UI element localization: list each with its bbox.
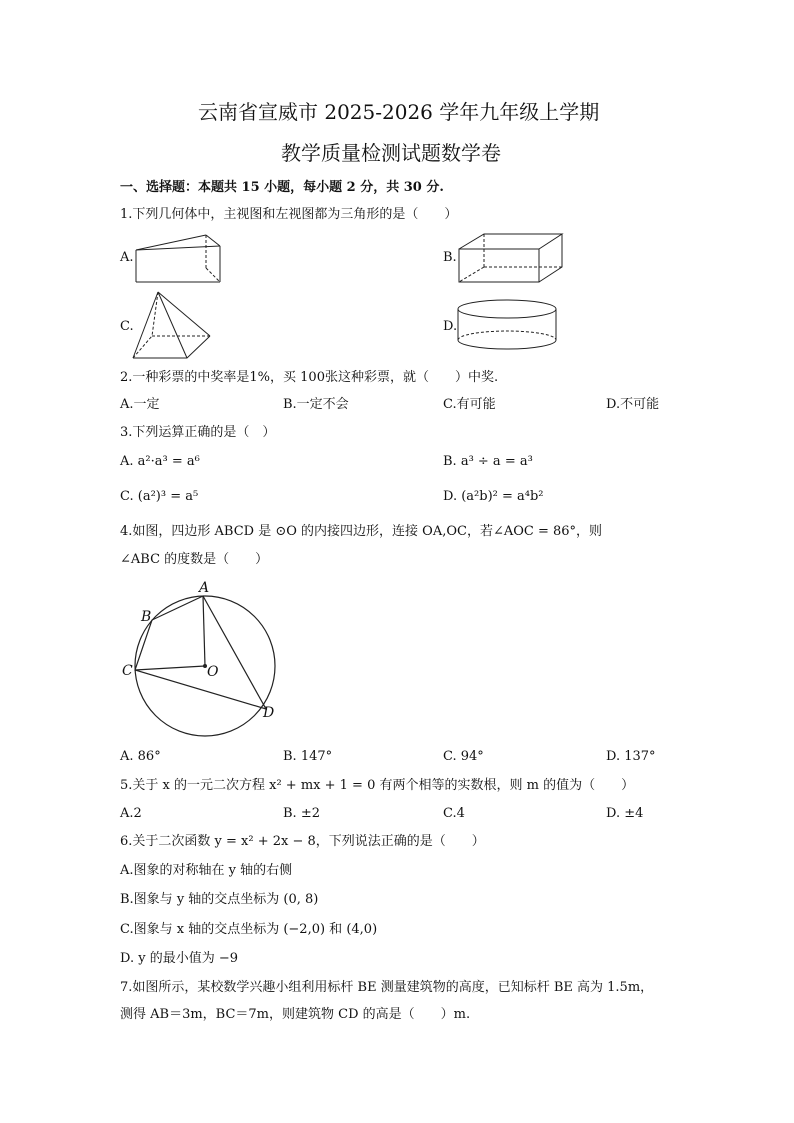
q1-figure-c-pyramid — [130, 290, 215, 362]
label-b: B — [141, 609, 152, 625]
q7-stem-line2: 测得 AB＝3m，BC＝7m，则建筑物 CD 的高是（ ）m. — [120, 1007, 471, 1022]
exam-title-line2: 教学质量检测试题数学卷 — [281, 141, 501, 165]
q4-option-c: C. 94° — [443, 749, 484, 764]
q6-option-c: C.图象与 x 轴的交点坐标为 (−2,0) 和 (4,0) — [120, 922, 378, 937]
q5-stem: 5.关于 x 的一元二次方程 x² + mx + 1 = 0 有两个相等的实数根，则 m 的值为（ ） — [120, 778, 635, 793]
section-header: 一、选择题：本题共 15 小题，每小题 2 分，共 30 分. — [120, 180, 444, 195]
label-o: O — [207, 664, 219, 680]
label-d: D — [263, 705, 275, 721]
segment-oc — [135, 666, 205, 670]
q2-option-c: C.有可能 — [443, 397, 496, 412]
q4-circle-figure — [115, 578, 295, 743]
q5-option-b: B. ±2 — [283, 806, 320, 821]
label-a: A — [199, 580, 210, 596]
q2-option-d: D.不可能 — [606, 397, 660, 412]
segment-oa — [203, 596, 205, 666]
q3-option-c: C. (a²)³ = a⁵ — [120, 489, 199, 504]
q4-option-d: D. 137° — [606, 749, 656, 764]
q6-option-d: D. y 的最小值为 −9 — [120, 951, 238, 966]
q1-stem: 1.下列几何体中，主视图和左视图都为三角形的是（ ） — [120, 207, 458, 222]
q1-option-b-label: B. — [443, 250, 457, 265]
q5-option-d: D. ±4 — [606, 806, 644, 821]
q1-figure-d-cylinder — [455, 298, 561, 354]
q3-stem: 3.下列运算正确的是（ ） — [120, 425, 276, 440]
q6-option-b: B.图象与 y 轴的交点坐标为 (0, 8) — [120, 892, 319, 907]
label-c: C — [122, 663, 133, 679]
q2-option-b: B.一定不会 — [283, 397, 349, 412]
q1-option-c-label: C. — [120, 319, 134, 334]
q2-option-a: A.一定 — [120, 397, 160, 412]
q1-option-a-label: A. — [120, 250, 134, 265]
q3-option-a: A. a²·a³ = a⁶ — [120, 454, 200, 469]
q5-option-c: C.4 — [443, 806, 465, 821]
q2-stem: 2.一种彩票的中奖率是1%，买 100张这种彩票，就（ ）中奖. — [120, 370, 499, 385]
q4-stem-line1: 4.如图，四边形 ABCD 是 ⊙O 的内接四边形，连接 OA,OC，若∠AOC = 86°，则 — [120, 524, 603, 539]
q6-option-a: A.图象的对称轴在 y 轴的右侧 — [120, 863, 293, 878]
q6-stem: 6.关于二次函数 y = x² + 2x − 8，下列说法正确的是（ ） — [120, 834, 485, 849]
q3-option-d: D. (a²b)² = a⁴b² — [443, 489, 544, 504]
q1-figure-b-cuboid — [456, 232, 566, 287]
q4-stem-line2: ∠ABC 的度数是（ ） — [120, 552, 269, 567]
q4-option-a: A. 86° — [120, 749, 161, 764]
q7-stem-line1: 7.如图所示，某校数学兴趣小组利用标杆 BE 测量建筑物的高度，已知标杆 BE 高为 1.5m， — [120, 980, 654, 995]
q5-option-a: A.2 — [120, 806, 142, 821]
q1-option-d-label: D. — [443, 319, 458, 334]
q4-option-b: B. 147° — [283, 749, 333, 764]
q3-option-b: B. a³ ÷ a = a³ — [443, 454, 533, 469]
q1-figure-a-prism — [128, 232, 228, 287]
quadrilateral-abcd — [135, 596, 266, 709]
exam-title-line1: 云南省宣威市 2025-2026 学年九年级上学期 — [198, 100, 600, 124]
